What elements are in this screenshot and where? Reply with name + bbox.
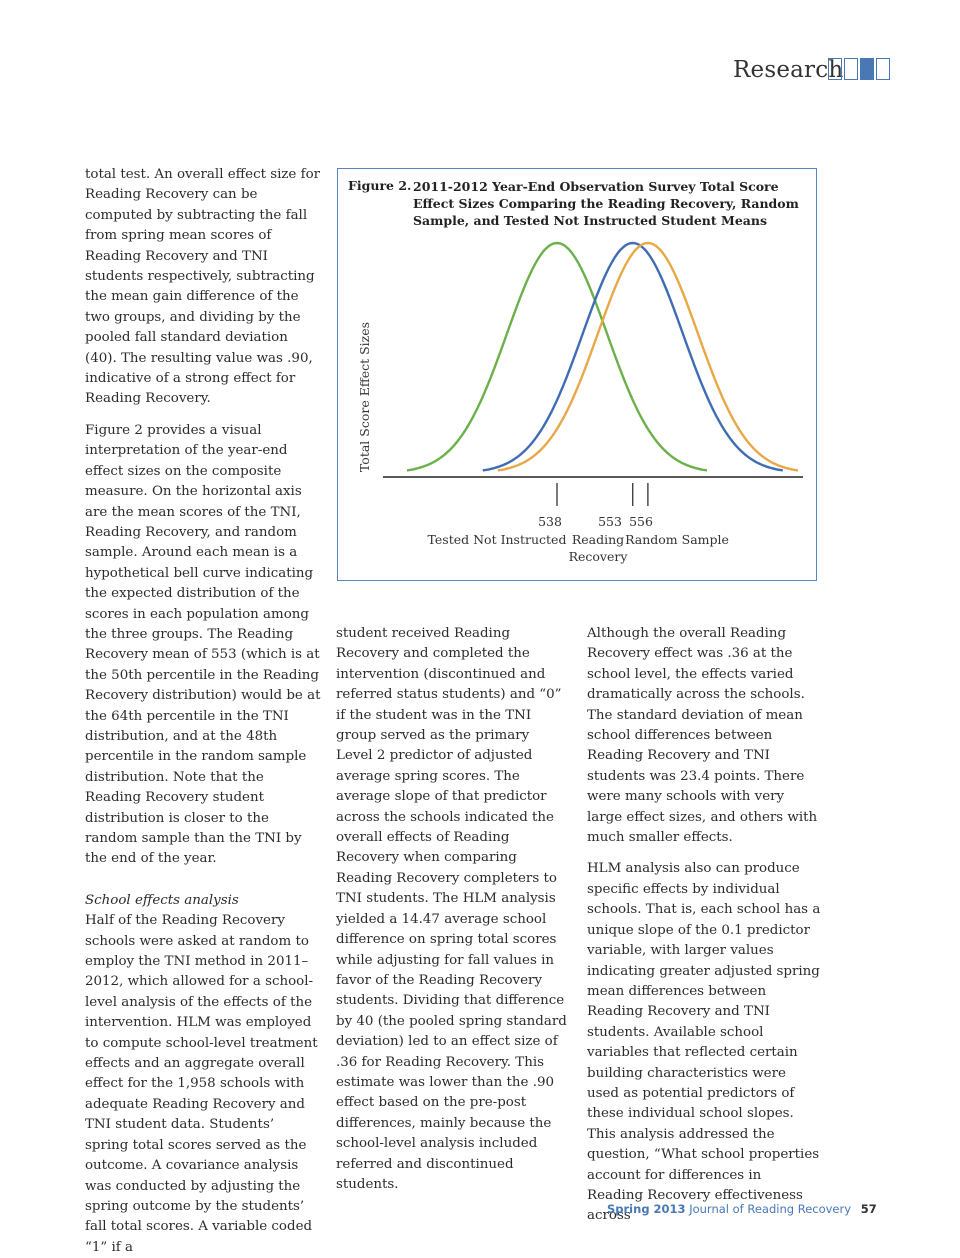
- group-label: Tested Not Instructed: [427, 532, 567, 547]
- group-label: Recovery: [568, 549, 628, 564]
- footer-journal: Journal of Reading Recovery: [689, 1202, 852, 1216]
- group-label: Reading: [571, 532, 625, 547]
- figure-2: [337, 168, 817, 581]
- text-column-2: [336, 624, 570, 1195]
- section-subheading: School effects analysis: [85, 892, 239, 908]
- section-title: Research: [733, 57, 844, 83]
- mean-value-label: 556: [629, 514, 653, 529]
- text-column-1: [85, 165, 321, 1258]
- paragraph: total test. An overall effect size for Reading Recovery can be computed by subtracting the fall from spring mean scores of Reading Recovery and TNI students respectively, subtracting the mean gain difference of the two groups, and dividing by the pooled fall standard deviation (40). The resulting value was .90, indicative of a strong effect for Reading Recovery.: [85, 167, 321, 407]
- text-column-3: [587, 624, 821, 1227]
- y-axis-label: Total Score Effect Sizes: [357, 321, 372, 473]
- paragraph: Half of the Reading Recovery schools were asked at random to employ the TNI method in 2011–2012, which allowed for a school-level analysis of the effects of the intervention. HLM was employed to compute school-level treatment effects and an aggregate overall effect for the 1,958 schools with adequate Reading Recovery and TNI student data. Students’ spring total scores served as the outcome. A covariance analysis was conducted by adjusting the spring outcome by the students’ fall total scores. A variable coded “1” if a: [85, 913, 318, 1255]
- paragraph: Figure 2 provides a visual interpretation of the year-end effect sizes on the composite measure. On the horizontal axis are the mean scores of the TNI, Reading Recovery, and random sample. Around each mean is a hypothetical bell curve indicating the expected distribution of the scores in each population among the three groups. The Reading Recovery mean of 553 (which is at the 50th percentile in the Reading Recovery distribution) would be at the 64th percentile in the TNI distribution, and at the 48th percentile in the random sample distribution. Note that the Reading Recovery student distribution is closer to the random sample than the TNI by the end of the year.: [85, 422, 321, 867]
- page-footer: [607, 1202, 877, 1216]
- page-number: 57: [860, 1202, 877, 1216]
- footer-season: Spring 2013: [607, 1202, 686, 1216]
- paragraph: student received Reading Recovery and completed the intervention (discontinued and referred status students) and “0” if the student was in the TNI group served as the primary Level 2 predictor of adjusted average spring scores. The average slope of that predictor across the schools indicated the overall effects of Reading Recovery when comparing Reading Recovery completers to TNI students. The HLM analysis yielded a 14.47 average school difference on spring total scores while adjusting for fall values in favor of the Reading Recovery students. Dividing that difference by 40 (the pooled spring standard deviation) led to an effect size of .36 for Reading Recovery. This estimate was lower than the .90 effect based on the pre-post differences, mainly because the school-level analysis included referred and discontinued students.: [336, 626, 567, 1192]
- group-label: Random Sample: [625, 532, 729, 547]
- paragraph: HLM analysis also can produce specific effects by individual schools. That is, each school has a unique slope of the 0.1 predictor variable, with larger values indicating greater adjusted spring mean differences between Reading Recovery and TNI students. Available school variables that reflected certain building characteristics were used as potential predictors of these individual school slopes. This analysis addressed the question, “What school properties account for differences in Reading Recovery effectiveness across: [587, 861, 821, 1224]
- mean-value-label: 538: [538, 514, 562, 529]
- section-marker-icon: [828, 58, 890, 80]
- figure-label: Figure 2.: [348, 178, 412, 193]
- effect-size-chart: [338, 169, 816, 580]
- paragraph: Although the overall Reading Recovery effect was .36 at the school level, the effects varied dramatically across the schools. The standard deviation of mean school differences between Reading Recovery and TNI students was 23.4 points. There were many schools with very large effect sizes, and others with much smaller effects.: [587, 626, 818, 846]
- mean-value-label: 553: [598, 514, 622, 529]
- figure-title: 2011-2012 Year-End Observation Survey Total Score Effect Sizes Comparing the Reading Recovery, Random Sample, and Tested Not Instructed Student Means: [413, 179, 799, 228]
- curve-random-sample: [498, 243, 798, 470]
